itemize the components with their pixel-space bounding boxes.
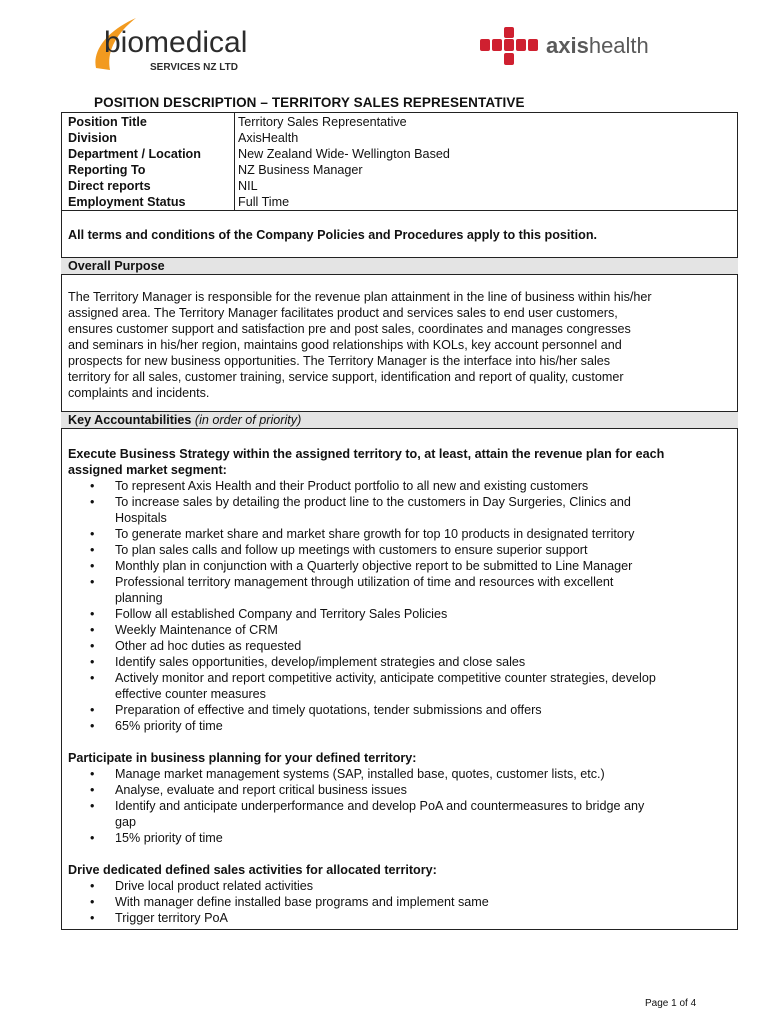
detail-row xyxy=(61,178,738,194)
list-item-line: • Monthly plan in conjunction with a Quarterly objective report to be submitted to Line Manager xyxy=(115,559,633,573)
list-item-line: • Preparation of effective and timely quotations, tender submissions and offers xyxy=(115,703,542,717)
detail-label: Division xyxy=(68,131,117,145)
purpose-line: territory for all sales, customer training, service support, identification and report of quality, customer xyxy=(68,370,624,384)
accountability-section xyxy=(68,750,732,846)
axishealth-logo xyxy=(480,25,680,70)
list-item-line: • Actively monitor and report competitive activity, anticipate competitive counter strategies, develop xyxy=(115,671,656,685)
list-item xyxy=(68,910,732,926)
purpose-line: complaints and incidents. xyxy=(68,386,210,400)
list-item xyxy=(68,574,732,606)
detail-label: Reporting To xyxy=(68,163,146,177)
overall-purpose-heading: Overall Purpose xyxy=(68,259,165,273)
list-item-line: • Follow all established Company and Territory Sales Policies xyxy=(115,607,448,621)
list-item xyxy=(68,558,732,574)
list-item-line: • Analyse, evaluate and report critical business issues xyxy=(115,783,407,797)
list-item-line: • To generate market share and market share growth for top 10 products in designated territory xyxy=(115,527,635,541)
list-item xyxy=(68,718,732,734)
list-item xyxy=(68,542,732,558)
detail-label: Direct reports xyxy=(68,179,151,193)
detail-value: New Zealand Wide- Wellington Based xyxy=(238,147,450,161)
detail-value: Full Time xyxy=(238,195,290,209)
list-item xyxy=(68,606,732,622)
list-item-line: • To represent Axis Health and their Product portfolio to all new and existing customers xyxy=(115,479,589,493)
accountability-section xyxy=(68,446,732,734)
list-item-line: • To plan sales calls and follow up meetings with customers to ensure superior support xyxy=(115,543,588,557)
page-title: POSITION DESCRIPTION – TERRITORY SALES REPRESENTATIVE xyxy=(94,95,525,110)
detail-row xyxy=(61,114,738,130)
overall-purpose-text xyxy=(68,289,732,401)
list-item xyxy=(68,654,732,670)
bullet-list xyxy=(68,766,732,846)
purpose-line: and seminars in his/her region, maintains good relationships with KOLs, key account personnel and xyxy=(68,338,622,352)
detail-label: Position Title xyxy=(68,115,147,129)
cross-icon xyxy=(480,27,538,65)
detail-row xyxy=(61,194,738,210)
logo-right-text: axishealth xyxy=(546,33,649,58)
list-item-line: planning xyxy=(115,591,163,605)
list-item-line: Hospitals xyxy=(115,511,167,525)
detail-value: AxisHealth xyxy=(238,131,299,145)
list-item-line: • Trigger territory PoA xyxy=(115,911,228,925)
detail-row xyxy=(61,162,738,178)
section-title: Drive dedicated defined sales activities for allocated territory: xyxy=(68,863,437,877)
detail-label: Department / Location xyxy=(68,147,201,161)
list-item-line: • Professional territory management through utilization of time and resources with excellent xyxy=(115,575,614,589)
logo-left-main: biomedical xyxy=(104,26,248,59)
list-item-line: gap xyxy=(115,815,137,829)
list-item-line: • Identify sales opportunities, develop/implement strategies and close sales xyxy=(115,655,526,669)
bullet-list xyxy=(68,878,732,926)
purpose-line: ensures customer support and satisfaction pre and post sales, coordinates and manages congresses xyxy=(68,322,631,336)
list-item xyxy=(68,766,732,782)
purpose-line: prospects for new business opportunities. The Territory Manager is the interface into his/her sales xyxy=(68,354,611,368)
list-item xyxy=(68,894,732,910)
list-item xyxy=(68,830,732,846)
list-item-line: • Weekly Maintenance of CRM xyxy=(115,623,278,637)
list-item xyxy=(68,478,732,494)
list-item xyxy=(68,638,732,654)
logo-left-sub: SERVICES NZ LTD xyxy=(150,62,238,73)
detail-value: Territory Sales Representative xyxy=(238,115,407,129)
page-number: Page 1 of 4 xyxy=(645,998,697,1009)
detail-row xyxy=(61,146,738,162)
list-item xyxy=(68,782,732,798)
list-item-line: • Manage market management systems (SAP, installed base, quotes, customer lists, etc.) xyxy=(115,767,605,781)
list-item-line: • Drive local product related activities xyxy=(115,879,314,893)
list-item-line: • Other ad hoc duties as requested xyxy=(115,639,302,653)
list-item-line: • 65% priority of time xyxy=(115,719,223,733)
detail-value: NZ Business Manager xyxy=(238,163,363,177)
list-item-line: • To increase sales by detailing the product line to the customers in Day Surgeries, Clinics and xyxy=(115,495,631,509)
key-accountabilities-body xyxy=(68,446,732,926)
detail-value: NIL xyxy=(238,179,258,193)
section-title: Execute Business Strategy within the assigned territory to, at least, attain the revenue plan for each xyxy=(68,447,665,461)
list-item xyxy=(68,494,732,526)
section-title: Participate in business planning for your defined territory: xyxy=(68,751,417,765)
biomedical-logo xyxy=(88,10,248,80)
list-item xyxy=(68,670,732,702)
list-item xyxy=(68,878,732,894)
list-item xyxy=(68,702,732,718)
terms-statement: All terms and conditions of the Company Policies and Procedures apply to this position. xyxy=(68,228,598,242)
list-item-line: • 15% priority of time xyxy=(115,831,223,845)
accountability-section xyxy=(68,862,732,926)
list-item-line: • Identify and anticipate underperformance and develop PoA and countermeasures to bridge any xyxy=(115,799,645,813)
section-title: assigned market segment: xyxy=(68,463,227,477)
list-item xyxy=(68,622,732,638)
detail-row xyxy=(61,130,738,146)
list-item xyxy=(68,798,732,830)
purpose-line: The Territory Manager is responsible for the revenue plan attainment in the line of business within his/her xyxy=(68,290,652,304)
bullet-list xyxy=(68,478,732,734)
key-accountabilities-heading: Key Accountabilities (in order of priority) xyxy=(68,413,302,427)
purpose-line: assigned area. The Territory Manager facilitates product and services sales to end user customers, xyxy=(68,306,618,320)
list-item-line: • With manager define installed base programs and implement same xyxy=(115,895,489,909)
detail-label: Employment Status xyxy=(68,195,186,209)
list-item-line: effective counter measures xyxy=(115,687,266,701)
list-item xyxy=(68,526,732,542)
